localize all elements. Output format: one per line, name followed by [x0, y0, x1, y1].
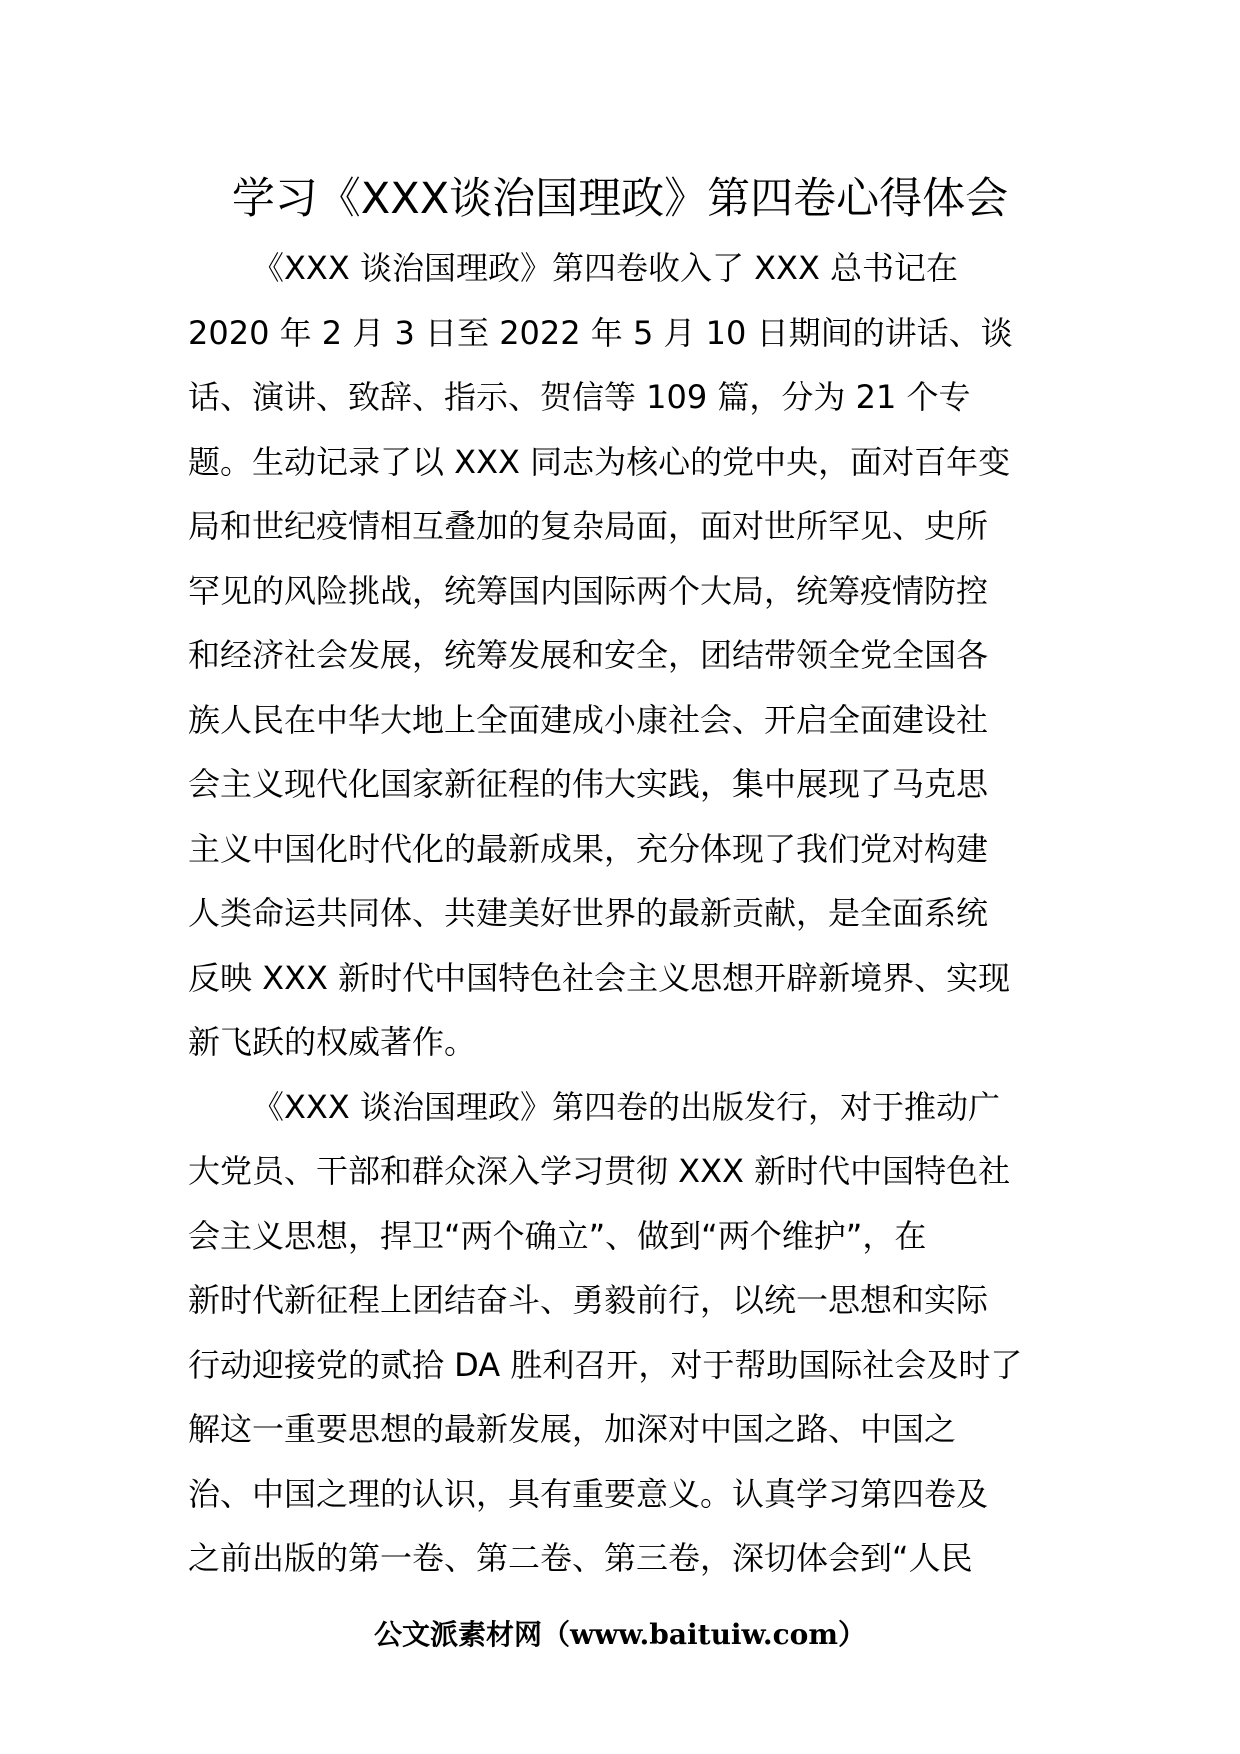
- paragraph-line: 题。生动记录了以 XXX 同志为核心的党中央，面对百年变: [188, 442, 1011, 481]
- paragraph-line: 会主义现代化国家新征程的伟大实践，集中展现了马克思: [188, 765, 989, 803]
- paragraph-line: 人类命运共同体、共建美好世界的最新贡献，是全面系统: [188, 894, 989, 932]
- paragraph-line: 主义中国化时代化的最新成果，充分体现了我们党对构建: [188, 829, 989, 868]
- paragraph-line: 2020 年 2 月 3 日至 2022 年 5 月 10 日期间的讲话、谈: [188, 313, 1013, 352]
- paragraph-line: 新时代新征程上团结奋斗、勇毅前行，以统一思想和实际: [188, 1281, 989, 1319]
- paragraph-line: 《XXX 谈治国理政》第四卷收入了 XXX 总书记在: [252, 249, 959, 287]
- paragraph-line: 行动迎接党的贰拾 DA 胜利召开，对于帮助国际社会及时了: [188, 1345, 1023, 1384]
- paragraph-line: 大党员、干部和群众深入学习贯彻 XXX 新时代中国特色社: [188, 1152, 1011, 1190]
- paragraph-line: 会主义思想，捍卫“两个确立”、做到“两个维护”，在: [188, 1216, 927, 1255]
- paragraph-line: 《XXX 谈治国理政》第四卷的出版发行，对于推动广: [252, 1087, 1000, 1126]
- paragraph-line: 新飞跃的权威著作。: [188, 1023, 477, 1061]
- paragraph-line: 局和世纪疫情相互叠加的复杂局面，面对世所罕见、史所: [188, 507, 989, 545]
- paragraph-line: 罕见的风险挑战，统筹国内国际两个大局，统筹疫情防控: [188, 571, 989, 610]
- footer-source: 公文派素材网（www.baituiw.com）: [374, 1618, 866, 1651]
- paragraph-line: 族人民在中华大地上全面建成小康社会、开启全面建设社: [188, 700, 989, 739]
- paragraph-line: 解这一重要思想的最新发展，加深对中国之路、中国之: [188, 1410, 957, 1448]
- paragraph-line: 治、中国之理的认识，具有重要意义。认真学习第四卷及: [188, 1474, 989, 1513]
- paragraph-line: 反映 XXX 新时代中国特色社会主义思想开辟新境界、实现: [188, 958, 1011, 997]
- paragraph-line: 之前出版的第一卷、第二卷、第三卷，深切体会到“人民: [188, 1539, 973, 1577]
- document-body: [188, 236, 1058, 1591]
- paragraph-1: [188, 236, 1058, 1075]
- paragraph-line: 和经济社会发展，统筹发展和安全，团结带领全党全国各: [188, 636, 989, 674]
- paragraph-2: [188, 1075, 1058, 1591]
- document-title: 学习《XXX谈治国理政》第四卷心得体会: [231, 174, 1009, 224]
- paragraph-line: 话、演讲、致辞、指示、贺信等 109 篇，分为 21 个专: [188, 378, 971, 416]
